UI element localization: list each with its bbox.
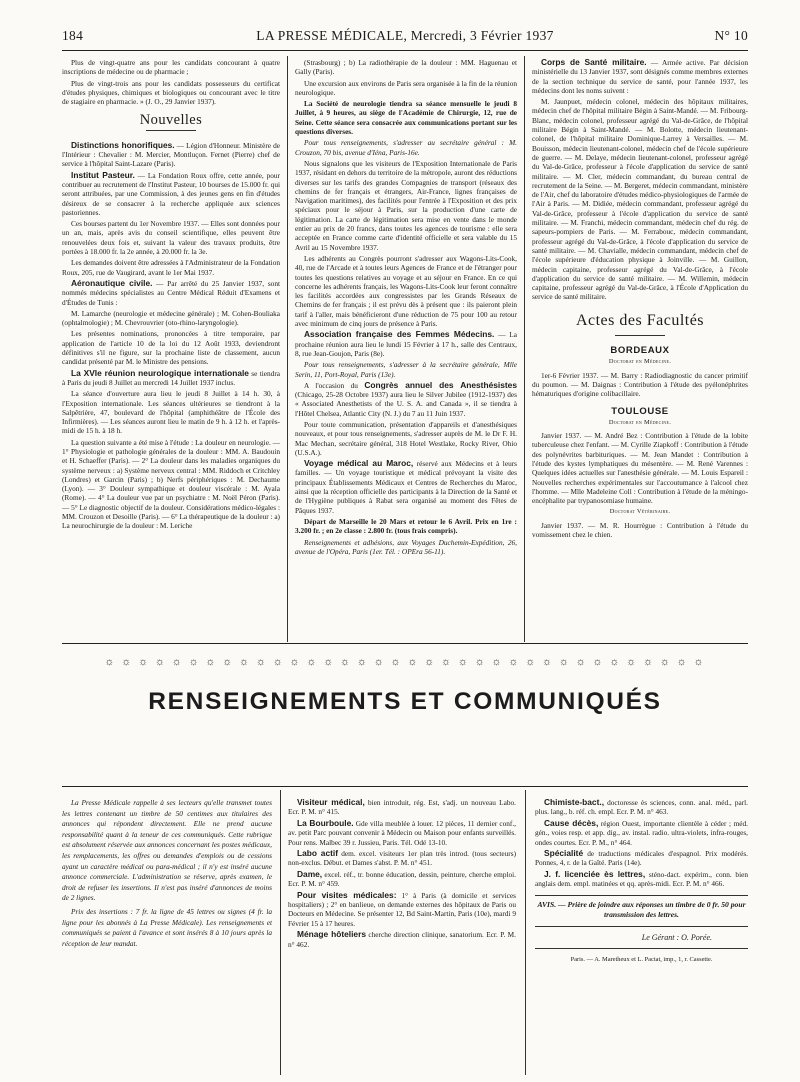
paragraph: La Société de neurologie tiendra sa séance mensuelle le jeudi 8 Juillet, à 9 heures, au siège de l'Académie de Chirurgie, 12, rue de Seine. Cette séance sera consacrée aux communications portant sur les questions diverses. (295, 99, 517, 137)
ad-heading: Pour visites médicales: (297, 889, 397, 900)
column-divider (287, 56, 288, 642)
classified-ad (288, 819, 516, 847)
paragraph: Pour tous renseignements, s'adresser à la secrétaire générale, Mlle Serin, 11, Port-Royal, Paris (13e). (295, 360, 517, 379)
paragraph: Les adhérents au Congrès pourront s'adresser aux Wagons-Lits-Cook, 40, rue de l'Arcade et à toutes leurs Agences de France et de l'étranger pour toutes les questions relatives au voyage et au séjour en France. En ce qui concerne les adhérents français, les Wagons-Lits-Cook leur feront connaître les facilités accordées aux congressistes par les Grands Réseaux de Chemins de fer français ; il est prévu dès à présent que : ils paieront plein tarif à l'aller, mais bénéficieront d'une réduction de 75 pour 100 au retour avec minimum de cinq jours de présence à Paris. (295, 253, 517, 329)
classifieds-column-1 (288, 798, 516, 1068)
journal-title: LA PRESSE MÉDICALE, Mercredi, 3 Février 1937 (256, 28, 554, 43)
section-title-renseignements: RENSEIGNEMENTS ET COMMUNIQUÉS (148, 688, 662, 715)
item-text: se tiendra à Paris du jeudi 8 Juillet au mercredi 14 Juillet 1937 inclus. (62, 368, 280, 387)
notice-paragraph: Prix des insertions : 7 fr. la ligne de 45 lettres ou signes (4 fr. la ligne pour les abonnés à La Presse Médicale). Les renseignements et communiqués se paient à l'avance et sont insérés 8 à 10 jours après la réception de leur mandat. (62, 906, 272, 948)
news-item (295, 459, 517, 515)
ad-text: Gde villa meublée à louer. 12 pièces, 11 dernier conf., av. petit Parc pouvant convenir à Médecin ou Maison pour enfants surveillés. Pour rens. Malbec 39 r. Jussieu, Paris. Tél. Odé 13-10. (288, 818, 516, 847)
page-number: 184 (62, 28, 84, 43)
paragraph: Nous signalons que les visiteurs de l'Exposition Internationale de Paris 1937, résidant en dehors du territoire de la métropole, auront des réductions diverses sur les tarifs des grandes Compagnies de transport (réseaux des chemins de fer français et étrangers, Air-France, lignes françaises de Navigation maritimes), des facilités pour l'entrée à l'Exposition et des prix spéciaux pour le séjour à Paris, sur la production d'une carte de légitimation. La carte de légitimation sera mise en vente dans le monde entier au prix de 20 francs, dans toutes les agences de tourisme : elle sera acceptée en France comme carte d'identité officielle et sera valable du 15 Avril au 15 Novembre 1937. (295, 158, 517, 252)
ad-heading: Dame, (297, 868, 323, 879)
paragraph: Plus de vingt-trois ans pour les candidats possesseurs du certificat d'études physiques, chimiques et biologiques ou concourant avec le titre de stagiaire en pharmacie. » (J. O., 29 Janvier 1937). (62, 78, 280, 107)
paragraph: Les demandes doivent être adressées à l'Administrateur de la Fondation Roux, 205, rue de Vaugirard, avant le 1er Mai 1937. (62, 258, 280, 277)
item-heading: Aéronautique civile. (71, 277, 153, 288)
item-text: — Légion d'Honneur. Ministère de l'Intérieur : Chevalier : M. Mercier, Montluçon. Fernet (Pierre) chef de service à l'hôpital Saint-Lazare (Paris). (62, 140, 280, 169)
item-text: — La prochaine réunion aura lieu le lundi 15 Février à 17 h., salle des Centraux, 8, rue Jean-Goujon, Paris (8e). (295, 330, 517, 358)
column-divider (280, 790, 281, 1075)
item-text: — Armée active. Par décision ministérielle du 13 Janvier 1937, sont désignés comme membres externes de la section technique du service de santé, pour l'année 1937, les médecins dont les noms suivent : (532, 58, 748, 95)
column-1 (62, 58, 280, 643)
paragraph: Pour toute communication, présentation d'appareils et d'anesthésiques nouveaux, et pour tous renseignements, s'adresser auprès de M. le Dr F. H. Mac Mechan, secrétaire général, 318 Hotel Westlake, Rocky River, Ohio (U.S.A.). (295, 419, 517, 457)
ad-text: de traductions médicales d'espagnol. Prix modérés. Ponnes, 4, r. de la Gaîté. Paris (14e). (535, 849, 748, 868)
ad-heading: J. f. licenciée ès lettres, (544, 868, 646, 879)
ad-heading: Labo actif (297, 848, 339, 859)
section-rule (62, 643, 748, 644)
item-heading: Congrès annuel des Anesthésistes (364, 379, 517, 390)
news-item (62, 171, 280, 217)
paragraph: M. Jaunpuet, médecin colonel, médecin des hôpitaux militaires, médecin chef de l'hôpital militaire Bégin à Saint-Mandé. — M. Fribourg-Blanc, médecin colonel, professeur agrégé du Val-de-Grâce, de l'hôpital militaire Bégin à Saint-Mandé. — M. Bolotte, médecin lieutenant-colonel, de l'hôpital militaire Dominique-Larrey à Versailles. — M. Bouisson, médecin lieutenant-colonel, médecin chef de l'école supérieure de guerre. — M. Delaye, médecin lieutenant-colonel, professeur agrégé du Val-de-Grâce, professeur à l'école d'application du service de santé militaire. — M. Cler, médecin commandant, du bureau central de recrutement de la Seine. — M. Bergeret, médecin commandant, ministère de l'Air, chef du laboratoire d'études médico-physiologiques de l'armée de l'Air à Paris. — M. Didiée, médecin commandant, professeur agrégé du Val-de-Grâce, professeur à l'école d'application du service de santé militaire. — M. Franchi, médecin commandant, médecin chef du rég. de sapeurs-pompiers de Paris. — M. Ferrabouc, médecin commandant, professeur agrégé du Val-de-Grâce, à l'école d'application du service de santé militaire. — M. Chavialle, médecin commandant, médecin chef de l'école supérieure d'éducation physique à Joinville. — M. Guillon, médecin capitaine, professeur agrégé du Val-de-Grâce, à l'école d'application du service de santé militaire. — M. Willemin, médecin capitaine, professeur agrégé du Val-de-Grâce, à l'École d'Application du service de santé militaire. (532, 97, 748, 302)
column-divider (525, 790, 526, 1075)
degree-label: Doctorat en Médecine. (608, 358, 672, 366)
title-rule (146, 130, 196, 131)
paragraph: Pour tous renseignements, s'adresser au secrétaire général : M. Crouzon, 70 bis, avenue d'Iéna, Paris-16e. (295, 138, 517, 157)
ad-heading: Chimiste-bact., (544, 798, 605, 807)
news-item (62, 141, 280, 169)
paragraph: Ces bourses partent du 1er Novembre 1937. — Elles sont données pour un an, mais, après avis du conseil scientifique, elles peuvent être renouvelées deux fois et, suivant la valeur des travaux produits, être portées à 18.000 fr. la 2e année, à 20.000 fr. la 3e. (62, 219, 280, 257)
news-item (295, 381, 517, 418)
gerant-line: Le Gérant : O. Porée. (535, 926, 748, 942)
ad-text: 1° à Paris (à domicile et services hospitaliers) ; 2° en banlieue, on demande externes des hôpitaux de Paris ou Docteurs en Médecine. Se présenter 12, Bd Saint-Martin, Paris (10e), mardi 9 Février 15 à 17 heures. (288, 890, 516, 928)
ad-heading: Cause décès, (544, 817, 599, 828)
item-heading: Corps de Santé militaire. (541, 58, 647, 67)
classified-ad (535, 798, 748, 817)
paragraph: (Strasbourg) ; b) La radiothérapie de la douleur : MM. Haguenau et Gally (Paris). (295, 58, 517, 77)
column-2 (295, 58, 517, 643)
news-item (295, 330, 517, 358)
faculty-toulouse: TOULOUSE (611, 405, 669, 417)
section-rule (62, 786, 748, 787)
news-item (532, 58, 748, 95)
paragraph: Janvier 1937. — M. André Bez : Contribution à l'étude de la lobite tuberculeuse chez l'enfant. — M. Cyrille Ziapkoff : Contribution à l'étude des polynévrites barbituriques. — M. Jean Mandet : Contribution à l'étude des kystes lymphatiques du mésentère. — M. René Varennes : Quelques idées actuelles sur l'anesthésie générale. — M. Louis Espareil : Nouvelles recherches expérimentales sur l'accoutumance à l'alcool chez l'homme. — Mlle Madeleine Coll : Contribution à l'étude de la méningo-encéphalite par trypanosomiase humaine. (532, 431, 748, 506)
header-rule (62, 50, 748, 51)
ad-heading: La Bourboule. (297, 817, 354, 828)
printer-line: Paris. — A. Maretheux et L. Pactat, imp., 1, r. Cassette. (535, 948, 748, 964)
classified-ad (288, 798, 516, 817)
ad-text: bien introduit, rég. Est, s'adj. un nouveau Labo. Ecr. P. M. n° 415. (288, 798, 516, 817)
paragraph: Plus de vingt-quatre ans pour les candidats concourant à quatre inscriptions de médecine ou de pharmacie ; (62, 58, 280, 77)
item-text: réservé aux Médecins et à leurs familles. — Un voyage touristique et médical prévoyant la visite des principaux Établissements Médicaux et Centres de Recherches du Maroc, ainsi que la réception officielle des participants à la Direction de la Santé et de l'Hygiène publiques à Rabat sera organisé au moment des Fêtes de Pâques 1937. (295, 459, 517, 515)
ad-heading: Ménage hôteliers (297, 929, 366, 940)
classified-ad (288, 930, 516, 949)
paragraph: 1er-6 Février 1937. — M. Barry : Radiodiagnostic du cancer primitif du poumon. — M. Daignas : Contribution à l'étude des pyélonéphrites hématuriques d'origine colibacillaire. (532, 370, 748, 399)
classified-ad (535, 870, 748, 889)
section-title-nouvelles: Nouvelles (139, 112, 203, 129)
ad-text: excel. réf., tr. bonne éducation, dessin, peinture, cherche emploi. Ecr. P. M. n° 459. (288, 869, 516, 889)
item-heading: Association française des Femmes Médecins. (304, 329, 495, 340)
paragraph: Renseignements et adhésions, aux Voyages Duchemin-Expédition, 26, avenue de l'Opéra, Paris (1er. Tél. : OPEra 56-11). (295, 537, 517, 556)
classified-ad (535, 819, 748, 847)
running-header (62, 28, 748, 48)
news-item (62, 279, 280, 307)
paragraph: La séance d'ouverture aura lieu le jeudi 8 Juillet à 14 h. 30, à l'Exposition internationale. Les séances ultérieures se tiendront à la Salpêtrière, 47, boulevard de l'hôpital (amphithéâtre de l'École des Infirmières). — Les séances auront lieu le matin de 9 h. à 12 h. et l'après-midi de 15 h. à 18 h. (62, 389, 280, 436)
ornament-band: ☼ ☼ ☼ ☼ ☼ ☼ ☼ ☼ ☼ ☼ ☼ ☼ ☼ ☼ ☼ ☼ ☼ ☼ ☼ ☼ ☼ ☼ ☼ ☼ ☼ ☼ ☼ ☼ ☼ ☼ ☼ ☼ ☼ ☼ ☼ ☼ (104, 656, 706, 668)
paragraph: La question suivante a été mise à l'étude : La douleur en neurologie. — 1° Physiologie et pathologie générales de la douleur : MM. A. Baudouin et H. Schaeffer (Paris). — 2° La douleur dans les maladies organiques du système nerveux : a) Système nerveux central : MM. Riddoch et Critchley (Londres) et Garcin (Paris) ; b) Nerfs périphériques : M. Dechaume (Lyon). — 3° Douleur sympathique et douleur viscérale : M. Ayala (Rome). — 4° La douleur vue par un psychiatre : M. Noël Péron (Paris). — 5° Le diagnostic objectif de la douleur. Considérations médico-légales : MM. Crouzon et Desoille (Paris). — 6° La thérapeutique de la douleur : a) La neurochirurgie de la douleur : M. Leriche (62, 437, 280, 531)
avis-notice: AVIS. — Prière de joindre aux réponses un timbre de 0 fr. 50 pour transmission des lettres. (535, 895, 748, 920)
ad-text: région Ouest, importante clientèle à céder ; méd. gén., voies resp. et app. dig., av. instal. radio. ultra-violets, infra-rouges, ondes courtes. Ecr. P. M., n° 464. (535, 818, 748, 847)
classified-ad (288, 870, 516, 889)
item-text: A l'occasion du (304, 380, 365, 390)
ad-text: cherche direction clinique, sanatorium. Ecr. P. M. n° 462. (288, 930, 516, 949)
degree-label: Doctorat Vétérinaire. (609, 508, 671, 516)
paragraph: Janvier 1937. — M. R. Hourrègue : Contribution à l'étude du vomissement chez le chien. (532, 520, 748, 540)
classifieds-column-2 (535, 798, 748, 1068)
classified-ad (535, 849, 748, 868)
ad-text: dem. excel. visiteurs 1er plan très introd. (tous secteurs) non-exclus. Début. et Dames s'abst. P. M. n° 451. (288, 849, 516, 868)
title-rule (615, 335, 665, 336)
paragraph: Départ de Marseille le 20 Mars et retour le 6 Avril. Prix en 1re : 3.200 fr. ; en 2e classe : 2.800 fr. (tous frais compris). (295, 516, 517, 536)
ad-text: doctoresse ès sciences, conn. anal. méd., parl. plus. lang., b. réf. ch. empl. Ecr. P. M. n° 463. (535, 798, 748, 817)
ad-text: sténo-dact. expérim., conn. bien anglais dem. empl. matinées et qq. après-midi. Ecr. P. M. n° 466. (535, 869, 748, 889)
classified-ad (288, 849, 516, 868)
paragraph: Les présentes nominations, prononcées à titre temporaire, par application de l'article 10 de la loi du 12 Août 1933, deviendront définitives s'il ne figure, sur la prochaine liste de classement, aucun candidat présenté par M. le Ministre des pensions. (62, 329, 280, 367)
item-text: — La Fondation Roux offre, cette année, pour contribuer au recrutement de l'Institut Pasteur, 10 bourses de 15.000 fr. qui seront attribuées, par une Commission, à des jeunes gens en fin d'études désireux de se consacrer à la recherche appliquée aux sciences pastoriennes. (62, 170, 280, 217)
notice-paragraph: La Presse Médicale rappelle à ses lecteurs qu'elle transmet toutes les lettres contenant un timbre de 50 centimes aux titulaires des annonces qui répondent directement. Elle ne prend aucune responsabilité quant à la teneur de ces communiqués. Cette rubrique est absolument réservée aux annonces concernant les postes médicaux, les remplacements, les offres ou demandes d'emplois ou de cessions ayant un caractère médical ou para-médical ; il n'y est inséré aucune annonce commerciale. L'administration se réserve, après examen, le droit de refuser les insertions. Il n'est pas inséré d'annonces de moins de 2 lignes. (62, 798, 272, 903)
item-text: (Chicago, 25-28 Octobre 1937) aura lieu le Silver Jubilee (1912-1937) des « Associated Anesthetists of the U. S. A. and Canada », il se tiendra à l'Hôtel Chelsea, Atlantic City (N. J.) du 7 au 11 Juin 1937. (295, 390, 517, 418)
paragraph: Une excursion aux environs de Paris sera organisée à la fin de la réunion neurologique. (295, 78, 517, 97)
issue-number: N° 10 (714, 28, 748, 43)
ad-heading: Visiteur médical, (297, 798, 365, 807)
news-item (62, 369, 280, 388)
degree-label: Doctorat en Médecine. (608, 418, 672, 426)
notice-column (62, 798, 272, 1068)
column-3 (532, 58, 748, 643)
item-heading: La XVIe réunion neurologique internationale (71, 367, 249, 378)
faculty-bordeaux: BORDEAUX (610, 345, 670, 357)
item-heading: Voyage médical au Maroc, (304, 458, 414, 469)
classified-ad (288, 891, 516, 929)
item-heading: Institut Pasteur. (71, 169, 135, 180)
column-divider (524, 56, 525, 642)
item-heading: Distinctions honorifiques. (71, 139, 175, 150)
section-title-actes: Actes des Facultés (575, 311, 705, 329)
ad-heading: Spécialité (544, 848, 584, 859)
item-text: — Par arrêté du 25 Janvier 1937, sont nommés médecins spécialistes au Centre Médical Réduit d'Examens et d'Études de Tunis : (62, 278, 280, 307)
paragraph: M. Lamarche (neurologie et médecine générale) ; M. Cohen-Bouliaka (ophtalmologie) ; M. Chevrouvrier (oto-rhino-laryngologie). (62, 308, 280, 328)
